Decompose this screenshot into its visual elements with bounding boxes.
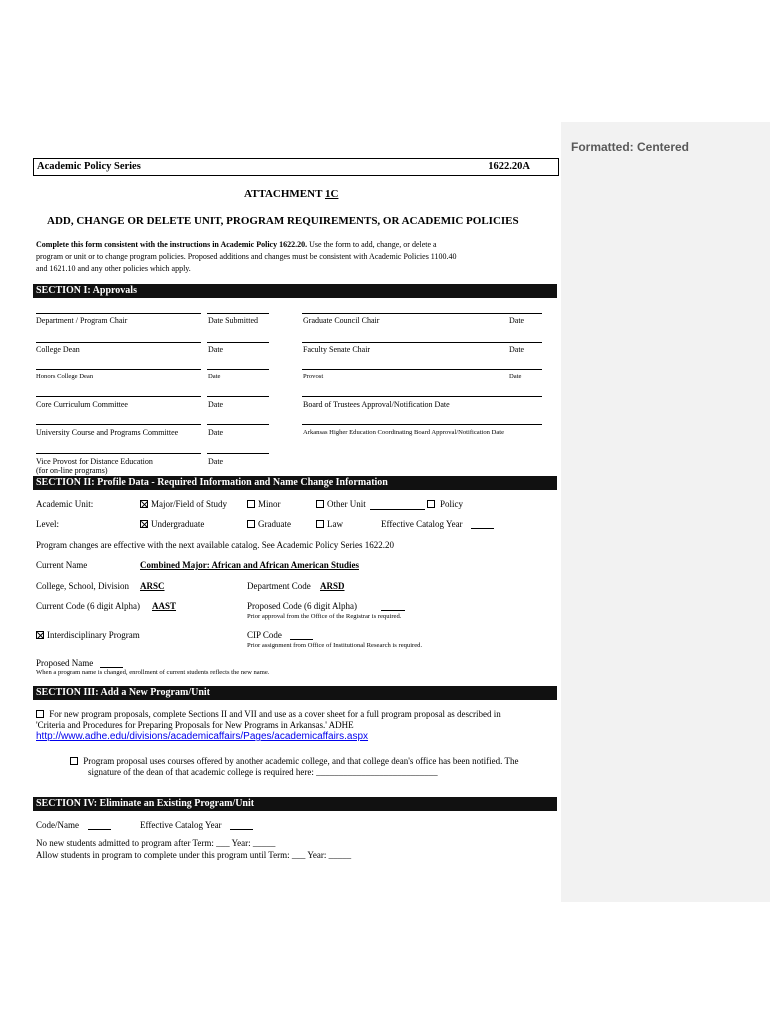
proposed-code-label: Proposed Code (6 digit Alpha) [247, 601, 357, 611]
cip-code-label: CIP Code [247, 630, 282, 640]
proposed-name-label: Proposed Name [36, 658, 94, 668]
policy-header-box [33, 158, 559, 176]
intro-line-1 [36, 240, 437, 249]
other-college-text-2: signature of the dean of that academic college is required here: ___________________________ [88, 767, 438, 777]
no-new-students-line: No new students admitted to program after Term: ___ Year: _____ [36, 838, 276, 848]
proposed-code-note: Prior approval from the Office of the Registrar is required. [247, 613, 402, 620]
sig-adhe-board: Arkansas Higher Education Coordinating Board Approval/Notification Date [303, 429, 505, 436]
unit-other-label: Other Unit [327, 499, 366, 509]
interdisciplinary-option[interactable] [36, 630, 140, 640]
new-program-text-2: 'Criteria and Procedures for Preparing Proposals for New Programs in Arkansas.' ADHE [36, 720, 354, 730]
attachment-heading [244, 188, 338, 200]
policy-number: 1622.20A [488, 161, 530, 172]
effective-catalog-year-label: Effective Catalog Year [381, 519, 463, 529]
new-program-item[interactable] [36, 709, 501, 719]
other-college-text-1: Program proposal uses courses offered by another academic college, and that college dean's office has been notified. The [83, 756, 519, 766]
sig-college-dean: College Dean [36, 345, 80, 354]
checkbox-icon[interactable] [316, 520, 324, 528]
checkbox-icon[interactable] [70, 757, 78, 765]
checkbox-icon[interactable] [247, 500, 255, 508]
intro-bold: Complete this form consistent with the instructions in Academic Policy 1622.20. [36, 240, 308, 249]
date-label: Date [208, 457, 224, 466]
form-title: ADD, CHANGE OR DELETE UNIT, PROGRAM REQUIREMENTS, OR ACADEMIC POLICIES [47, 215, 519, 227]
current-name-label: Current Name [36, 560, 88, 570]
checkbox-icon[interactable] [36, 710, 44, 718]
other-college-courses-item[interactable] [70, 756, 518, 766]
sig-core-curriculum-committee: Core Curriculum Committee [36, 400, 128, 409]
intro-rest: Use the form to add, change, or delete a [307, 240, 437, 249]
program-changes-note: Program changes are effective with the next available catalog. See Academic Policy Series 1622.20 [36, 540, 394, 550]
new-program-text-1: For new program proposals, complete Sections II and VII and use as a cover sheet for a full program proposal as described in [49, 709, 501, 719]
section-3-heading: SECTION III: Add a New Program/Unit [33, 686, 557, 700]
vice-provost-note: (for on-line programs) [36, 466, 108, 475]
level-graduate-label: Graduate [258, 519, 291, 529]
sig-provost: Provost [303, 373, 324, 380]
checkbox-checked-icon[interactable] [140, 500, 148, 508]
section-1-heading: SECTION I: Approvals [33, 284, 557, 298]
sig-honors-college-dean: Honors College Dean [36, 373, 94, 380]
unit-policy-option[interactable] [427, 499, 463, 509]
sig-faculty-senate-chair: Faculty Senate Chair [303, 345, 371, 354]
unit-minor-label: Minor [258, 499, 281, 509]
level-undergraduate-option[interactable] [140, 519, 204, 529]
sig-university-course-committee: University Course and Programs Committee [36, 428, 179, 437]
unit-policy-label: Policy [440, 499, 464, 509]
date-label: Date [509, 373, 522, 380]
current-code-label: Current Code (6 digit Alpha) [36, 601, 140, 611]
current-name-value: Combined Major: African and African American Studies [140, 560, 359, 570]
cip-code-note: Prior assignment from Office of Institutional Research is required. [247, 642, 423, 649]
intro-line-2: program or unit or to change program policies. Proposed additions and changes must be consistent with Academic Policies 1100.40 [36, 252, 457, 261]
section-4-heading: SECTION IV: Eliminate an Existing Program/Unit [33, 797, 557, 811]
code-name-label: Code/Name [36, 820, 79, 830]
current-code-value: AAST [152, 601, 177, 611]
checkbox-icon[interactable] [427, 500, 435, 508]
level-graduate-option[interactable] [247, 519, 291, 529]
proposed-name-note: When a program name is changed, enrollment of current students reflects the new name. [36, 669, 270, 676]
attachment-prefix: ATTACHMENT [244, 188, 325, 200]
checkbox-icon[interactable] [247, 520, 255, 528]
intro-line-3: and 1621.10 and any other policies which apply. [36, 264, 191, 273]
allow-students-line: Allow students in program to complete under this program until Term: ___ Year: _____ [36, 850, 352, 860]
interdisciplinary-label: Interdisciplinary Program [47, 630, 140, 640]
checkbox-checked-icon[interactable] [140, 520, 148, 528]
unit-major-option[interactable] [140, 499, 227, 509]
unit-major-label: Major/Field of Study [151, 499, 227, 509]
attachment-id: 1C [324, 188, 339, 200]
section-2-heading: SECTION II: Profile Data - Required Information and Name Change Information [33, 476, 557, 490]
date-label: Date [208, 373, 221, 380]
date-label: Date [208, 428, 224, 437]
date-label: Date [509, 345, 525, 354]
sig-vice-provost-distance-ed: Vice Provost for Distance Education [36, 457, 153, 466]
college-label: College, School, Division [36, 581, 129, 591]
date-label: Date [509, 316, 525, 325]
date-label: Date [208, 345, 224, 354]
adhe-link[interactable]: http://www.adhe.edu/divisions/academicaffairs/Pages/academicaffairs.aspx [36, 731, 369, 742]
unit-other-option[interactable] [316, 499, 366, 509]
effective-catalog-year-label-4: Effective Catalog Year [140, 820, 222, 830]
comment-pane [561, 122, 770, 902]
level-law-label: Law [327, 519, 343, 529]
level-undergraduate-label: Undergraduate [151, 519, 205, 529]
level-law-option[interactable] [316, 519, 343, 529]
sig-graduate-council-chair: Graduate Council Chair [303, 316, 380, 325]
college-value: ARSC [140, 581, 165, 591]
sig-board-of-trustees: Board of Trustees Approval/Notification Date [303, 400, 450, 409]
academic-unit-label: Academic Unit: [36, 499, 94, 509]
level-label: Level: [36, 519, 59, 529]
comment-label: Formatted: Centered [571, 140, 690, 154]
department-code-label: Department Code [247, 581, 311, 591]
policy-series-title: Academic Policy Series [37, 161, 141, 172]
date-submitted-label: Date Submitted [208, 316, 258, 325]
unit-minor-option[interactable] [247, 499, 281, 509]
sig-department-chair: Department / Program Chair [36, 316, 128, 325]
department-code-value: ARSD [320, 581, 345, 591]
date-label: Date [208, 400, 224, 409]
checkbox-checked-icon[interactable] [36, 631, 44, 639]
checkbox-icon[interactable] [316, 500, 324, 508]
